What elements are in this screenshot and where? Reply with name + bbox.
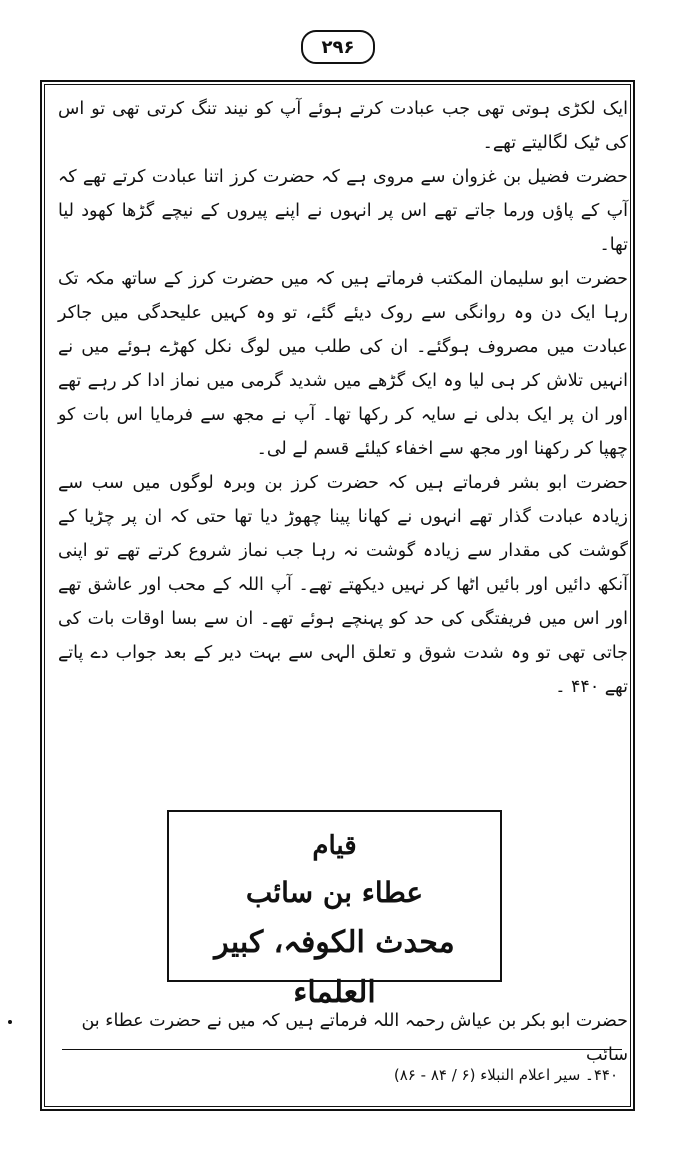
paragraph-1: ایک لکڑی ہوتی تھی جب عبادت کرتے ہوئے آپ کو نیند تنگ کرتی تھی تو اس کی ٹیک لگالیتے تھے۔ <box>58 99 628 153</box>
body-text <box>58 92 628 704</box>
footnote-divider <box>62 1049 622 1050</box>
title-name: عطاء بن سائب <box>245 876 424 909</box>
footnote: ۴۴۰۔ سیر اعلام النبلاء (۶ / ۸۴ - ۸۶) <box>393 1066 618 1084</box>
title-epithet: محدث الکوفہ، کبیر العلماء <box>214 925 455 1010</box>
paragraph-2: حضرت فضیل بن غزوان سے مروی ہے کہ حضرت کرز اتنا عبادت کرتے تھے کہ آپ کے پاؤں ورما جاتے تھے اس پر انہوں نے اپنے پیروں کے نیچے گڑھا کھود لیا تھا۔ <box>58 167 628 255</box>
paragraph-3: حضرت ابو سلیمان المکتب فرماتے ہیں کہ میں حضرت کرز کے ساتھ مکہ تک رہا ایک دن وہ روانگی سے روک دیئے گئے، تو وہ کہیں علیحدگی میں جاکر عبادت میں مصروف ہوگئے۔ ان کی طلب میں لوگ نکل کھڑے ہوئے میں نے انہیں تلاش کر ہی لیا وہ ایک گڑھے میں شدید گرمی میں نماز ادا کر رہے تھے اور ان پر ایک بدلی نے سایہ کر رکھا تھا۔ آپ نے مجھ سے فرمایا اس بات کو چھپا کر رکھنا اور مجھ سے اخفاء کیلئے قسم لے لی۔ <box>58 269 628 459</box>
margin-speck <box>8 1020 12 1024</box>
paragraph-4: حضرت ابو بشر فرماتے ہیں کہ حضرت کرز بن وبرہ لوگوں میں سب سے زیادہ عبادت گذار تھے انہوں نے کھانا پینا چھوڑ دیا تھا حتی کہ ان پر چڑیا کے گوشت کی مقدار سے زیادہ گوشت نہ رہا جب نماز شروع کرتے تھے تو اپنی آنکھ دائیں اور بائیں اٹھا کر نہیں دیکھتے تھے۔ آپ اللہ کے محب اور عاشق تھے اور اس میں فریفتگی کی حد کو پہنچے ہوئے تھے۔ ان سے بسا اوقات بات کی جاتی تھی تو وہ شدت شوق و تعلق الہی سے بہت دیر کے بعد جواب دے پاتے تھے ۴۴۰ ۔ <box>58 473 628 697</box>
page-number: ۲۹۶ <box>301 30 375 64</box>
title-heading: قیام <box>312 831 357 861</box>
continuation-text: حضرت ابو بکر بن عیاش رحمہ اللہ فرماتے ہیں کہ میں نے حضرت عطاء بن سائب <box>81 1011 628 1065</box>
chapter-title-box <box>167 810 502 1010</box>
